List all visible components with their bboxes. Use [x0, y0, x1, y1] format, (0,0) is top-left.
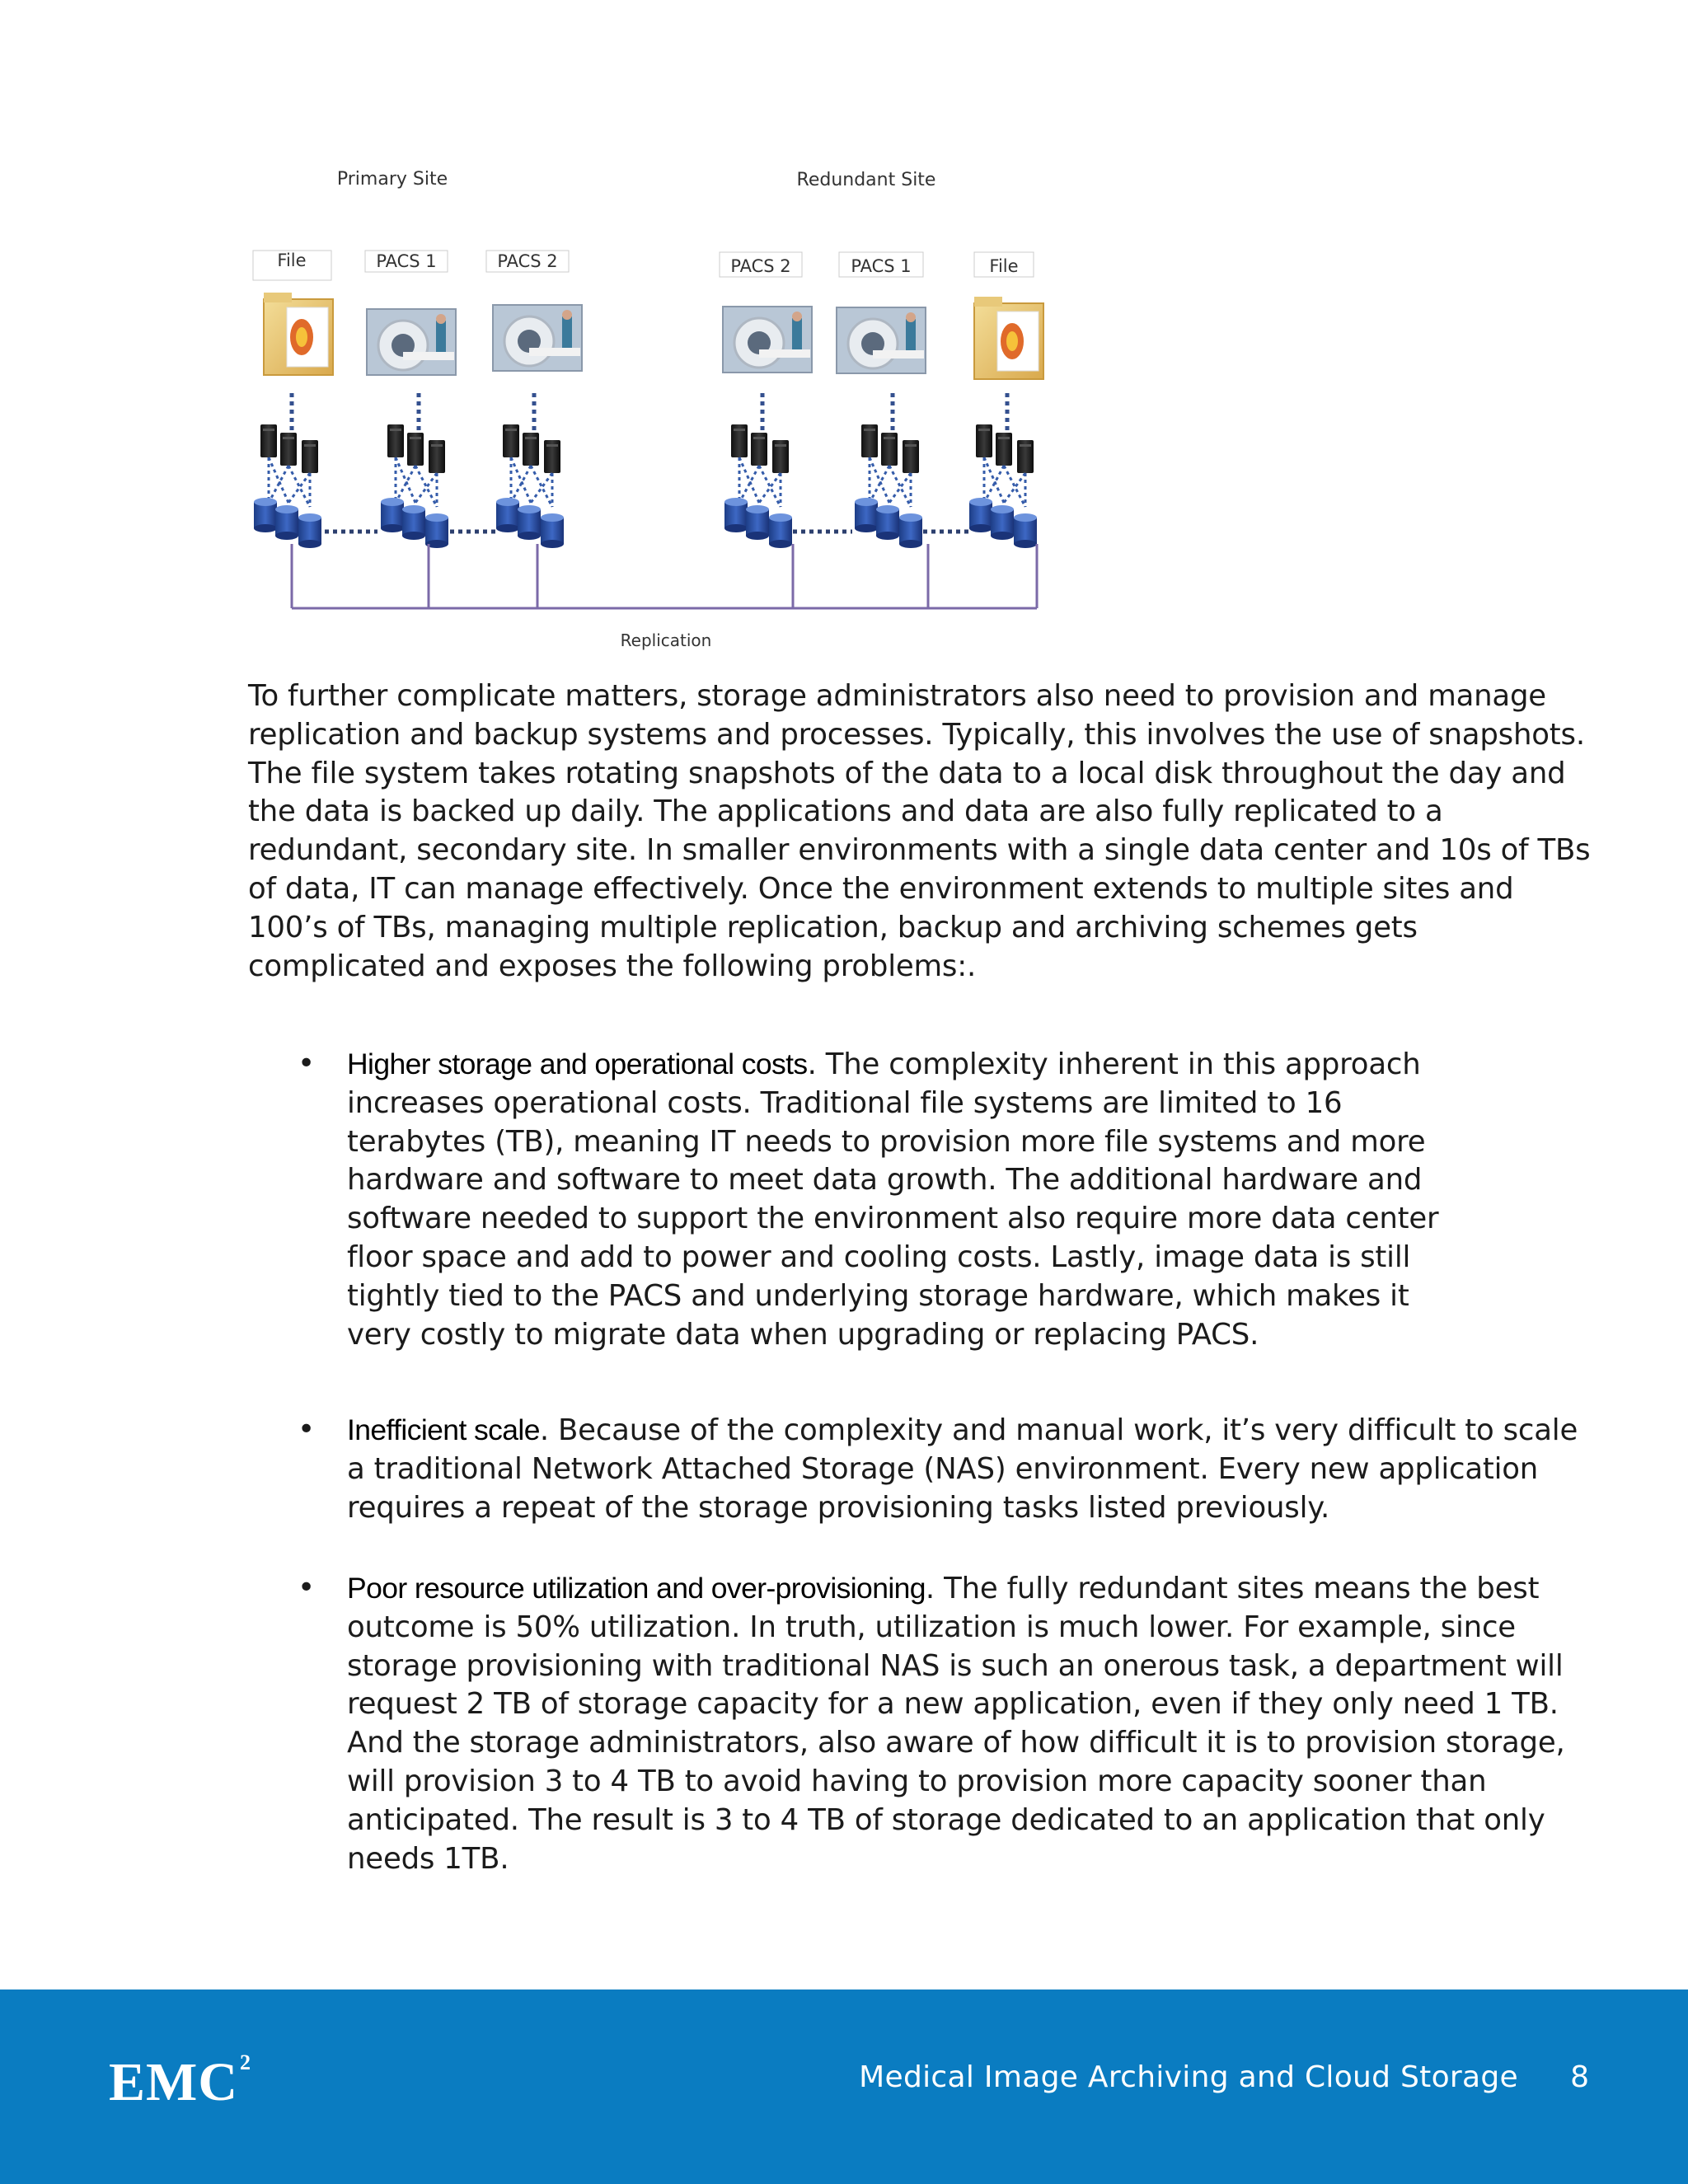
bullet-heading: Higher storage and operational costs	[347, 1047, 808, 1080]
page-footer	[0, 1990, 1688, 2184]
primary-file-storage-stack	[254, 389, 321, 548]
svg-text:PACS 1: PACS 1	[376, 251, 437, 271]
logo-superscript: 2	[239, 2050, 251, 2074]
svg-text:File: File	[277, 251, 307, 270]
primary-label-pacs2	[486, 251, 569, 272]
replication-label: Replication	[620, 630, 712, 650]
svg-text:PACS 1: PACS 1	[851, 256, 912, 276]
primary-pacs1-scanner-image	[367, 309, 456, 375]
redundant-file-folder-icon	[974, 297, 1043, 379]
svg-text:PACS 2: PACS 2	[730, 256, 791, 276]
redundant-site-label: Redundant Site	[796, 170, 936, 190]
redundant-pacs1-scanner-image	[837, 307, 926, 373]
bullet-icon: •	[298, 1413, 316, 1446]
redundant-label-file	[974, 252, 1034, 277]
footer-document-title: Medical Image Archiving and Cloud Storage	[859, 2060, 1518, 2094]
intro-paragraph: To further complicate matters, storage administrators also need to provision and manage replication and backup systems and processes. Typically, this involves the use of snapshots. The file system takes rotating snapshots of the data to a local disk throughout the day and the data is backed up daily. The applications and data are also fully replicated to a redundant, secondary site. In smaller environments with a single data center and 10s of TBs of data, IT can manage effectively. Once the environment extends to multiple sites and 100’s of TBs, managing multiple replication, backup and archiving schemes gets complicated and exposes the following problems:.	[248, 679, 1591, 983]
primary-pacs2-storage-stack	[496, 389, 564, 548]
bullet-heading: Poor resource utilization and over-provisioning	[347, 1572, 926, 1605]
primary-pacs1-storage-stack	[381, 389, 448, 548]
bullet-heading: Inefficient scale	[347, 1413, 540, 1446]
svg-text:PACS 2: PACS 2	[497, 251, 558, 271]
bullet-icon: •	[298, 1571, 316, 1605]
redundant-file-storage-stack	[969, 389, 1037, 548]
primary-file-folder-icon	[264, 293, 333, 375]
bullet-body: . The fully redundant sites means the best outcome is 50% utilization. In truth, utilization is much lower. For example, since storage provisioning with traditional NAS is such an onerous task, a department will request 2 TB of storage capacity for a new application, even if they only need 1 TB. And the storage administrators, also aware of how difficult it is to provision storage, will provision 3 to 4 TB to avoid having to provision more capacity sooner than anticipated. The result is 3 to 4 TB of storage dedicated to an application that only needs 1TB.	[347, 1572, 1565, 1876]
replication-diagram	[239, 157, 1071, 668]
primary-label-pacs1	[365, 251, 448, 272]
svg-text:File: File	[989, 256, 1019, 276]
redundant-label-pacs2	[720, 252, 802, 277]
primary-pacs2-scanner-image	[493, 305, 582, 371]
emc-logo	[109, 2050, 251, 2112]
primary-site-label: Primary Site	[336, 169, 448, 190]
replication-lines	[292, 544, 1037, 608]
bullet-body: . The complexity inherent in this approach increases operational costs. Traditional file systems are limited to 16 terabytes (TB), meaning IT needs to provision more file systems and more hardware and software to meet data growth. The additional hardware and software needed to support the environment also require more data center floor space and add to power and cooling costs. Lastly, image data is still tightly tied to the PACS and underlying storage hardware, which makes it very costly to migrate data when upgrading or replacing PACS.	[347, 1047, 1439, 1352]
redundant-label-pacs1	[839, 252, 923, 277]
primary-label-file	[253, 251, 331, 280]
redundant-pacs1-storage-stack	[855, 389, 922, 548]
bullet-icon: •	[298, 1047, 316, 1080]
page-number: 8	[1570, 2060, 1589, 2094]
logo-text: EMC	[109, 2052, 238, 2112]
bullet-body: . Because of the complexity and manual work, it’s very difficult to scale a traditional Network Attached Storage (NAS) environment. Every new application requires a repeat of the storage provisioning tasks listed previously.	[347, 1413, 1578, 1525]
redundant-pacs2-storage-stack	[724, 389, 792, 548]
redundant-pacs2-scanner-image	[723, 307, 812, 373]
